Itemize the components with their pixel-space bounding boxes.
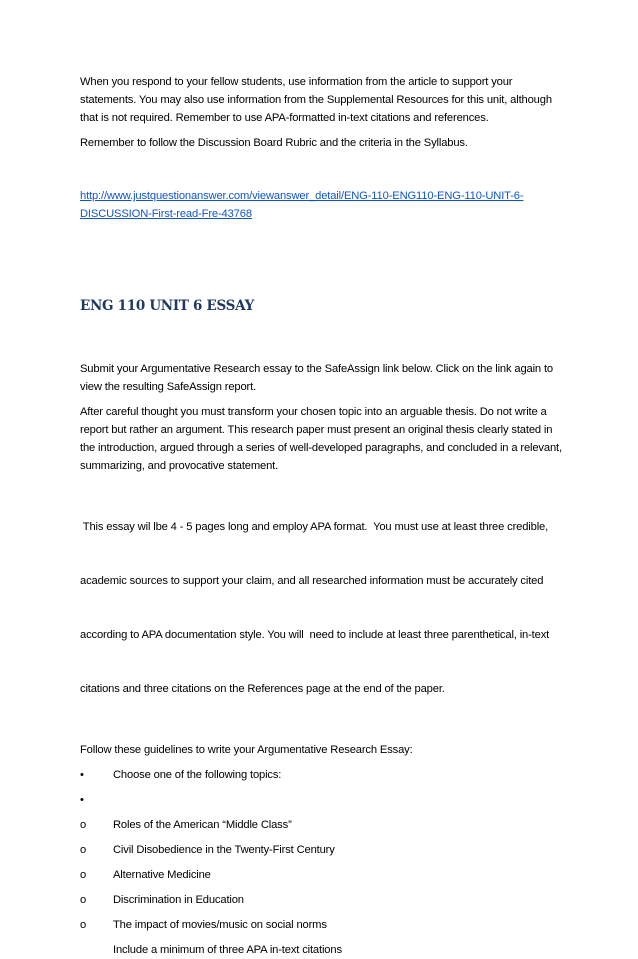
text-line: the introduction, argued through a series of well-developed paragraphs, and concluded in a relevant, xyxy=(80,442,562,454)
topic-item xyxy=(80,891,570,909)
topic-text: Civil Disobedience in the Twenty-First Century xyxy=(113,844,335,856)
list-item-text: Choose one of the following topics: xyxy=(113,769,282,781)
text-line: statements. You may also use information from the Supplemental Resources for this unit, although xyxy=(80,94,552,106)
topic-text: The impact of movies/music on social norms xyxy=(113,919,327,931)
topic-text: Discrimination in Education xyxy=(113,894,244,906)
intro-paragraph xyxy=(80,73,570,127)
text-line: This essay wil lbe 4 - 5 pages long and employ APA format. You must use at least three credible, xyxy=(80,521,549,533)
citation-requirement-text: Include a minimum of three APA in-text citations xyxy=(113,944,342,956)
topic-item xyxy=(80,841,570,859)
document-page xyxy=(80,73,570,959)
thesis-paragraph xyxy=(80,403,570,475)
bullet-icon: • xyxy=(80,794,84,806)
text-line: When you respond to your fellow students, use information from the article to support your xyxy=(80,76,513,88)
topic-item xyxy=(80,816,570,834)
sub-bullet-icon: o xyxy=(80,894,87,906)
sub-bullet-icon: o xyxy=(80,919,87,931)
list-item xyxy=(80,766,570,784)
sub-bullet-icon: o xyxy=(80,844,87,856)
rubric-paragraph: Remember to follow the Discussion Board Rubric and the criteria in the Syllabus. xyxy=(80,137,468,149)
link-line: http://www.justquestionanswer.com/viewanswer_detail/ENG-110-ENG110-ENG-110-UNIT-6- xyxy=(80,190,524,202)
list-item xyxy=(80,791,570,809)
guidelines-paragraph: Follow these guidelines to write your Argumentative Research Essay: xyxy=(80,744,413,756)
list-item xyxy=(80,941,570,959)
section-heading: ENG 110 UNIT 6 ESSAY xyxy=(80,298,254,314)
text-line: that is not required. Remember to use APA-formatted in-text citations and references. xyxy=(80,112,489,124)
text-line: After careful thought you must transform your chosen topic into an arguable thesis. Do not write a xyxy=(80,406,547,418)
topic-item xyxy=(80,866,570,884)
text-line: Submit your Argumentative Research essay to the SafeAssign link below. Click on the link again to xyxy=(80,363,553,375)
sub-bullet-icon: o xyxy=(80,869,87,881)
topic-text: Roles of the American “Middle Class” xyxy=(113,819,292,831)
link-line: DISCUSSION-First-read-Fre-43768 xyxy=(80,208,252,220)
submit-paragraph xyxy=(80,360,570,396)
text-line: according to APA documentation style. You will need to include at least three parenthetical, in-text xyxy=(80,629,550,641)
text-line: summarizing, and provocative statement. xyxy=(80,460,279,472)
bullet-icon: • xyxy=(80,769,84,781)
external-link[interactable] xyxy=(80,187,570,223)
text-line: citations and three citations on the References page at the end of the paper. xyxy=(80,683,445,695)
text-line: view the resulting SafeAssign report. xyxy=(80,381,257,393)
requirements-paragraph xyxy=(80,482,570,734)
topic-item xyxy=(80,916,570,934)
topic-text: Alternative Medicine xyxy=(113,869,211,881)
sub-bullet-icon: o xyxy=(80,819,87,831)
text-line: report but rather an argument. This research paper must present an original thesis clearly stated in xyxy=(80,424,553,436)
text-line: academic sources to support your claim, and all researched information must be accurately cited xyxy=(80,575,544,587)
